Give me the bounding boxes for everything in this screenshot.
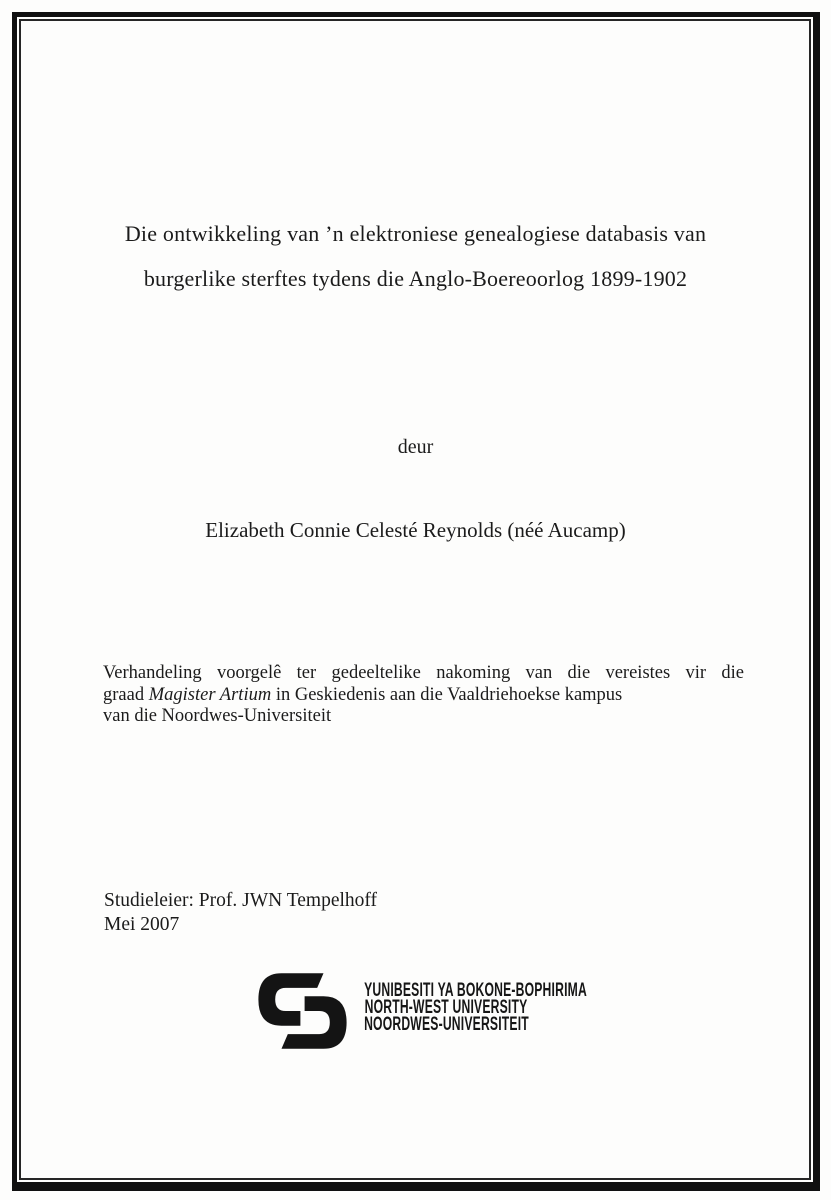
thesis-title-line-1: Die ontwikkeling van ’n elektroniese genealogiese databasis van [124, 221, 707, 246]
thesis-title [60, 211, 771, 301]
byline-label: deur [397, 436, 434, 458]
supervisor-and-date [104, 889, 377, 936]
degree-statement-line-3: van die Noordwes-Universiteit [103, 706, 332, 726]
logo-wordmark-line-2: NORTH-WEST UNIVERSITY [364, 997, 528, 1018]
supervisor-line: Studieleier: Prof. JWN Tempelhoff [104, 890, 378, 911]
author-name: Elizabeth Connie Celesté Reynolds (néé Aucamp) [205, 518, 626, 542]
degree-statement-line-2-suffix: in Geskiedenis aan die Vaaldriehoekse kampus [271, 684, 623, 705]
thesis-title-line-2: burgerlike sterftes tydens die Anglo-Boereoorlog 1899-1902 [143, 266, 688, 291]
degree-statement-line-1: Verhandeling voorgelê ter gedeeltelike nakoming van die vereistes vir die [103, 663, 744, 683]
degree-statement-line-2-prefix: graad [103, 684, 149, 705]
nwu-logo-wordmark [318, 980, 587, 1035]
degree-statement [103, 663, 744, 728]
logo-wordmark-line-1: YUNIBESITI YA BOKONE-BOPHIRIMA [364, 980, 587, 1001]
degree-statement-line-2 [103, 685, 744, 707]
degree-name-italic: Magister Artium [148, 684, 272, 705]
date-line: Mei 2007 [104, 913, 180, 935]
logo-wordmark-line-3: NOORDWES-UNIVERSITEIT [364, 1014, 529, 1035]
